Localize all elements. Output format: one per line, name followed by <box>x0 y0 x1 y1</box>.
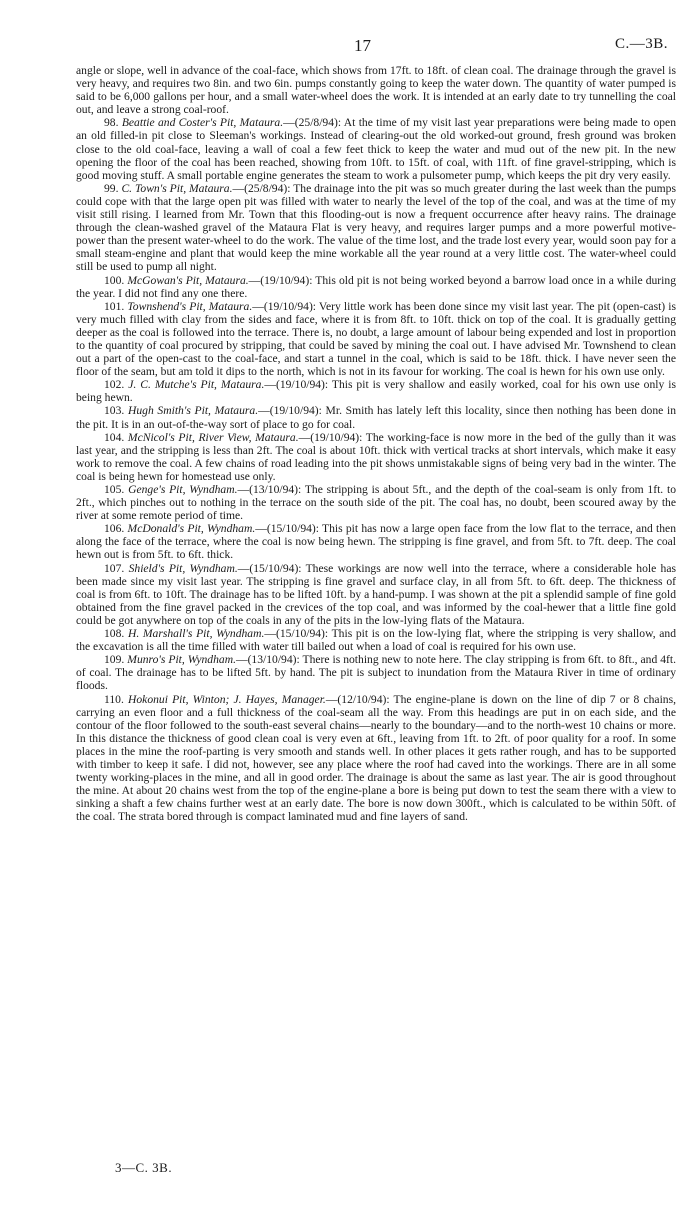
footer-reference: 3—C. 3B. <box>115 1160 173 1175</box>
paragraph-text: angle or slope, well in advance of the coal-face, which shows from 17ft. to 18ft. of clean coal. The drainage through the gravel is very heavy, and requires two 8in. and two 6in. pumps constantly going to keep the water down. The quantity of water pumped is said to be 6,000 gallons per hour, and a small water-wheel does the work. It is intended at an early date to try tunnelling the coal out, and leave a strong coal-roof. <box>76 64 676 117</box>
pit-title: Hugh Smith's Pit, Mataura. <box>127 404 259 418</box>
paragraph-number: 104. <box>104 430 125 444</box>
pit-title: Munro's Pit, Wyndham. <box>127 653 236 667</box>
paragraph-number: 100. <box>104 273 125 287</box>
paragraph-text: —(25/8/94): At the time of my visit last year preparations were being made to open an old filled-in pit close to Sleeman's workings. Instead of clearing-out the old worked-out ground, fresh ground was broken close to the old coal-face, leaving a wall of coal a few feet thick to keep the water and mud out of the new pit. In the new opening the floor of the coal has been reached, showing from 10ft. to 15ft. of coal, with 11ft. of fine gravel-stripping, which is good moving stuff. A small portable engine generates the steam to work a pulsometer pump, which keeps the pit dry very easily. <box>76 116 676 182</box>
paragraph <box>76 693 676 824</box>
pit-title: Hokonui Pit, Winton; J. Hayes, Manager. <box>128 692 326 706</box>
pit-title: Beattie and Coster's Pit, Mataura. <box>121 116 284 130</box>
pit-title: Townshend's Pit, Mataura. <box>127 299 253 313</box>
paragraph <box>76 562 676 627</box>
paragraph-number: 109. <box>104 653 125 667</box>
page-header <box>0 36 700 56</box>
paragraph-text: —(19/10/94): This old pit is not being worked beyond a barrow load once in a while during the year. I did not find any one there. <box>76 273 676 300</box>
report-body <box>76 64 676 823</box>
paragraph <box>76 64 676 116</box>
paragraph-number: 99. <box>104 181 119 195</box>
pit-title: H. Marshall's Pit, Wyndham. <box>127 627 265 641</box>
page-number: 17 <box>354 36 371 55</box>
paragraph-text: —(15/10/94): This pit is on the low-lying flat, where the stripping is very shallow, and the excavation is all the time filled with water till bailed out when a load of coal is required for his own use. <box>76 627 677 654</box>
paragraph-number: 108. <box>104 627 125 641</box>
paragraph-text: —(25/8/94): The drainage into the pit was so much greater during the last week than the pumps could cope with that the large open pit was filled with water to nearly the level of the top of the coal, and was at the time of my visit still rising. I learned from Mr. Town that this flooding-out is now a frequent occurrence after heavy rains. The drainage through the clean-washed gravel of the Mataura Flat is very heavy, and requires larger pumps and a more powerful motive-power than the present water-wheel to do the work. The value of the time lost, and the trade lost every year, would soon pay for a small steam-engine and plant that would keep the mine workable all the year round at a very little cost. The water-wheel could still be used to pump all night. <box>76 181 676 274</box>
pit-title: Shield's Pit, Wyndham. <box>128 561 238 575</box>
paragraph <box>76 378 676 404</box>
paragraph <box>76 653 676 692</box>
paragraph <box>76 300 676 379</box>
sheet-reference: C.—3B. <box>614 36 668 52</box>
paragraph <box>76 182 676 274</box>
paragraph-number: 106. <box>104 522 125 536</box>
paragraph-text: —(19/10/94): This pit is very shallow and easily worked, coal for his own use only is being hewn. <box>76 378 676 405</box>
paragraph-number: 101. <box>104 299 125 313</box>
pit-title: Genge's Pit, Wyndham. <box>128 483 238 496</box>
paragraph-text: —(12/10/94): The engine-plane is down on the line of dip 7 or 8 chains, carrying an even floor and a full thickness of the coal-seam all the way. From this headings are put in on each side, and the contour of the floor followed to the south-east several chains—nearly to the boundary—and to the north-west 10 chains or more. In this distance the thickness of good clean coal is very even at 6ft., leaving from 1ft. to 2ft. of poor quality for a roof. In some places in the mine the roof-parting is very smooth and stands well. In other places it gets rather rough, and has to be supported with timber to keep it safe. I did not, however, see any place where the roof had caved into the workings. There are in all some twenty working-places in the mine, and all in good order. The drainage is about the same as last year. The air is good throughout the mine. At about 20 chains west from the top of the engine-plane a bore is being put down to test the seam there with a view to sinking a shaft a few chains further west at an early date. The bore is now down 300ft., which is calculated to be within 50ft. of the coal. The strata bored through is compact laminated mud and fine layers of sand. <box>76 692 676 824</box>
pit-title: McDonald's Pit, Wyndham. <box>127 522 256 536</box>
paragraph-number: 98. <box>104 116 119 130</box>
paragraph-number: 102. <box>104 378 125 392</box>
paragraph-text: —(19/10/94): The working-face is now more in the bed of the gully than it was last year, and the stripping is less than 2ft. The coal is about 10ft. thick with vertical tracks at short intervals, which make it easy work to remove the coal. A few chains of road leading into the pit shows unmistakable signs of being very bad in the winter. The coal is being hewn for homestead use only. <box>76 430 676 483</box>
pit-title: J. C. Mutche's Pit, Mataura. <box>128 378 265 392</box>
paragraph <box>76 116 676 181</box>
paragraph-number: 105. <box>104 483 125 496</box>
paragraph-text: —(19/10/94): Mr. Smith has lately left this locality, since then nothing has been done in the pit. It is in an out-of-the-way sort of place to go for coal. <box>76 404 676 431</box>
paragraph-number: 103. <box>104 404 125 418</box>
paragraph <box>76 522 676 561</box>
paragraph-number: 107. <box>104 561 125 575</box>
paragraph-text: —(13/10/94): The stripping is about 5ft., and the depth of the coal-seam is only from 1ft. to 2ft., which pinches out to nothing in the terrace on the south side of the pit. The coal has, no doubt, been scoured away by the river at some remote period of time. <box>76 483 676 523</box>
paragraph-number: 110. <box>104 692 124 706</box>
pit-title: McNicol's Pit, River View, Mataura. <box>127 430 299 444</box>
paragraph <box>76 483 676 522</box>
paragraph <box>76 627 676 653</box>
paragraph <box>76 431 676 483</box>
pit-title: C. Town's Pit, Mataura. <box>121 181 233 195</box>
paragraph <box>76 404 676 430</box>
paragraph-text: —(15/10/94): This pit has now a large open face from the low flat to the terrace, and then along the face of the terrace, where the coal is now being hewn. The stripping is fine gravel, and from 5ft. to 7ft. deep. The coal hewn out is from 5ft. to 6ft. thick. <box>76 522 676 562</box>
paragraph <box>76 274 676 300</box>
paragraph-text: —(15/10/94): These workings are now well into the terrace, where a considerable hole has been made since my visit last year. The stripping is fine gravel and surface clay, in all from 5ft. to 6ft. deep. The thickness of coal is from 6ft. to 10ft. The drainage has to be lifted 10ft. by a hand-pump. I was shown at the pit a splendid sample of fine gold obtained from the fine gravel packed in the crevices of the top coal, and was informed by the coal-hewer that a little fine gold could be got anywhere on top of the coals in any of the pits in the low-lying flats of the Mataura. <box>76 561 677 627</box>
pit-title: McGowan's Pit, Mataura. <box>127 273 249 287</box>
paragraph-text: —(19/10/94): Very little work has been done since my visit last year. The pit (open-cast) is very much filled with clay from the sides and face, where it is from 8ft. to 10ft. thick on top of the coal. It is gradually getting deeper as the coal is followed into the terrace. There is, no doubt, a large amount of labour being expended and lost in proportion to the quantity of coal procured by stripping, that could be saved by mining the coal out. I have advised Mr. Townshend to clean out a part of the open-cast to the coal-face, and start a tunnel in the coal, which is said to be 18ft. thick. I have never seen the floor of the seam, but am told it dips to the north, which is not in its favour for working. The coal is hewn for his own use only. <box>76 299 676 379</box>
paragraph-text: —(13/10/94): There is nothing new to note here. The clay stripping is from 6ft. to 8ft., and 4ft. of coal. The drainage has to be lifted 5ft. by hand. The pit is subject to inundation from the Mataura River in time of ordinary floods. <box>76 653 676 693</box>
